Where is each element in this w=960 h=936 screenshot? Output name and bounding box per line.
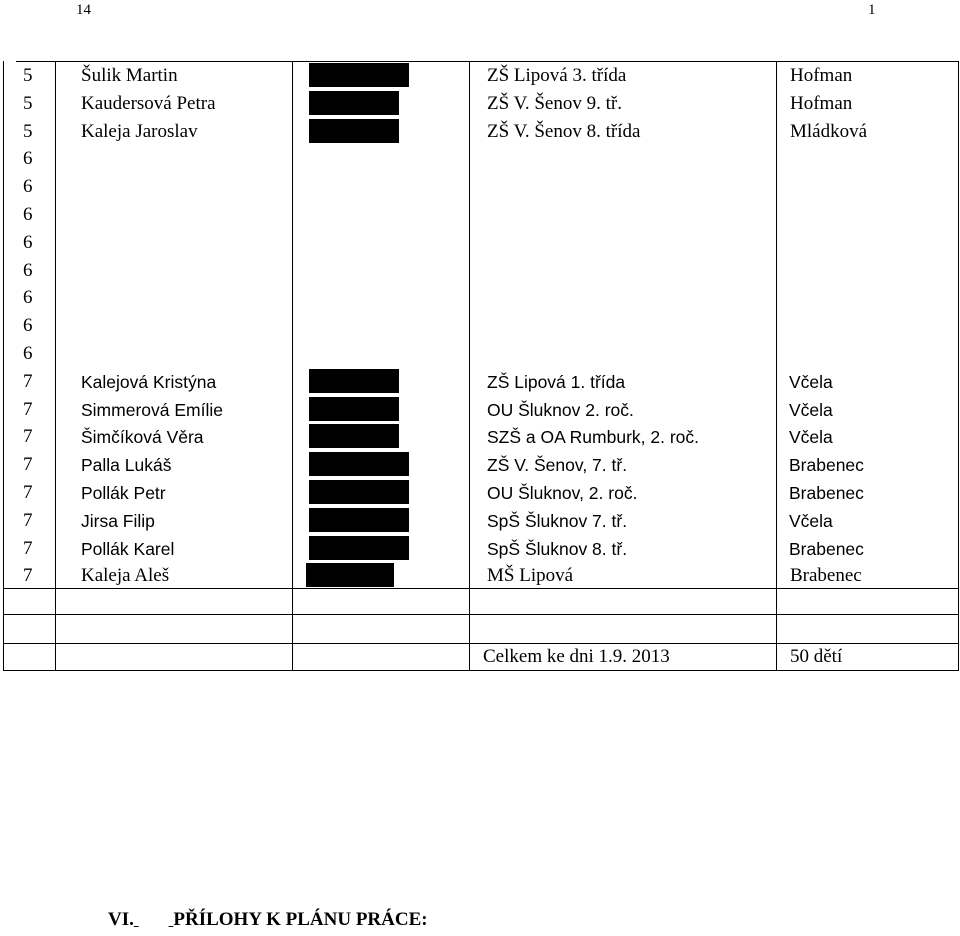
teacher-cell: Včela <box>789 510 833 531</box>
name-cell: Palla Lukáš <box>81 455 172 476</box>
grade-cell: 5 <box>23 65 33 86</box>
table-row <box>4 146 958 173</box>
name-cell: Simmerová Emílie <box>81 399 223 420</box>
redaction-bar <box>306 563 394 587</box>
name-cell: Šimčíková Věra <box>81 427 204 448</box>
redaction-bar <box>309 91 399 115</box>
table-row <box>4 397 958 424</box>
total-label: Celkem ke dni 1.9. 2013 <box>483 646 670 667</box>
table-row <box>4 230 958 257</box>
total-count: 50 dětí <box>790 646 843 667</box>
teacher-cell: Včela <box>789 371 833 392</box>
grade-cell: 6 <box>23 148 33 170</box>
grade-cell: 5 <box>23 92 33 114</box>
grade-cell: 6 <box>23 231 33 253</box>
table-row <box>4 536 958 563</box>
grade-cell: 7 <box>23 398 33 420</box>
section-number: VI. <box>108 909 134 930</box>
grade-cell: 7 <box>23 426 33 448</box>
page-number-right: 1 <box>868 2 876 18</box>
name-cell: Kaleja Jaroslav <box>81 120 198 142</box>
table-row <box>4 424 958 451</box>
teacher-cell: Mládková <box>790 120 868 142</box>
redaction-bar <box>309 119 399 143</box>
grade-cell: 6 <box>23 343 33 364</box>
name-cell: Kaudersová Petra <box>81 92 216 114</box>
row-divider <box>4 614 958 615</box>
table-top-border <box>16 61 958 62</box>
table-row <box>4 202 958 229</box>
redaction-bar <box>309 452 409 476</box>
school-cell: OU Šluknov 2. roč. <box>487 399 634 420</box>
table-row <box>4 174 958 201</box>
school-cell: OU Šluknov, 2. roč. <box>487 483 638 503</box>
grade-cell: 7 <box>23 454 33 476</box>
school-cell: SpŠ Šluknov 8. tř. <box>487 538 628 559</box>
redaction-bar <box>309 424 399 448</box>
school-cell: ZŠ Lipová 1. třída <box>487 371 626 392</box>
redaction-bar <box>309 480 409 504</box>
redaction-bar <box>309 536 409 560</box>
table-row <box>4 258 958 285</box>
name-cell: Pollák Karel <box>81 538 175 559</box>
name-cell: Kalejová Kristýna <box>81 371 217 392</box>
grade-cell: 7 <box>23 509 33 531</box>
table-row <box>4 369 958 396</box>
grade-cell: 6 <box>23 176 33 198</box>
table-row <box>4 563 958 590</box>
redaction-bar <box>309 63 409 87</box>
school-cell: SpŠ Šluknov 7. tř. <box>487 510 628 531</box>
redaction-bar <box>309 369 399 393</box>
grade-cell: 7 <box>23 482 33 503</box>
table-row <box>4 285 958 312</box>
name-cell: Šulik Martin <box>81 65 178 86</box>
grade-cell: 6 <box>23 287 33 309</box>
table-row <box>4 480 958 507</box>
teacher-cell: Hofman <box>790 65 853 86</box>
teacher-cell: Brabenec <box>790 565 862 587</box>
school-cell: ZŠ V. Šenov 9. tř. <box>487 92 622 114</box>
section-title: PŘÍLOHY K PLÁNU PRÁCE: <box>173 909 428 930</box>
section-heading <box>108 909 428 931</box>
teacher-cell: Brabenec <box>789 538 864 559</box>
table-row <box>4 341 958 368</box>
teacher-cell: Brabenec <box>789 455 864 476</box>
teacher-cell: Včela <box>789 427 833 448</box>
table-row <box>4 63 958 90</box>
total-row <box>4 644 958 671</box>
school-cell: ZŠ V. Šenov, 7. tř. <box>487 455 628 476</box>
teacher-cell: Hofman <box>790 92 853 114</box>
teacher-cell: Včela <box>789 399 833 420</box>
school-cell: ZŠ V. Šenov 8. třída <box>487 120 641 142</box>
row-divider <box>4 588 958 589</box>
children-table <box>3 61 959 671</box>
school-cell: ZŠ Lipová 3. třída <box>487 65 627 86</box>
grade-cell: 7 <box>23 537 33 559</box>
grade-cell: 5 <box>23 120 33 142</box>
table-row <box>4 119 958 146</box>
row-divider <box>4 643 958 644</box>
grade-cell: 7 <box>23 565 33 587</box>
redaction-bar <box>309 397 399 421</box>
redaction-bar <box>309 508 409 532</box>
grade-cell: 6 <box>23 315 33 337</box>
name-cell: Pollák Petr <box>81 483 166 503</box>
table-row <box>4 508 958 535</box>
grade-cell: 7 <box>23 370 33 392</box>
table-row <box>4 313 958 340</box>
grade-cell: 6 <box>23 259 33 281</box>
grade-cell: 6 <box>23 204 33 225</box>
teacher-cell: Brabenec <box>789 483 864 503</box>
table-row <box>4 452 958 479</box>
name-cell: Kaleja Aleš <box>81 565 170 587</box>
school-cell: SZŠ a OA Rumburk, 2. roč. <box>487 427 700 448</box>
school-cell: MŠ Lipová <box>487 565 574 587</box>
table-row <box>4 91 958 118</box>
page-number-left: 14 <box>76 2 91 18</box>
name-cell: Jirsa Filip <box>81 510 155 531</box>
